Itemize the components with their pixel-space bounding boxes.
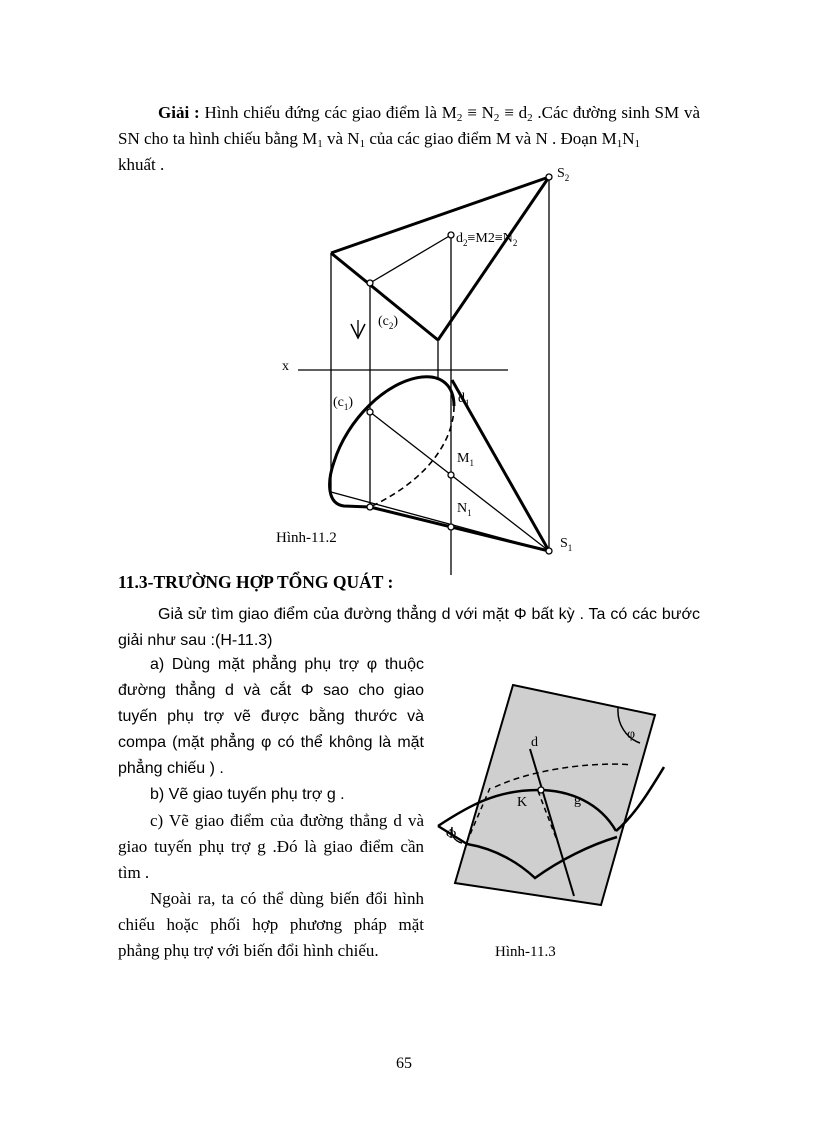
figure-11-2-caption: Hình-11.2 bbox=[276, 530, 337, 546]
svg-text:M1: $M_1$ bbox=[457, 451, 474, 468]
svg-text:d1: $d_1$ bbox=[458, 391, 470, 408]
page-number: 65 bbox=[396, 1055, 412, 1072]
svg-text:d2≡M2≡N2: $d_2\equiv M2\equiv N_2$ bbox=[456, 231, 518, 248]
svg-text:x: x bbox=[282, 359, 289, 374]
plane-phi bbox=[455, 685, 655, 905]
svg-text:Φ: Φ bbox=[446, 827, 457, 842]
step-a: a) Dùng mặt phẳng phụ trợ φ thuộc đường thẳng d và cắt Φ sao cho giao tuyến phụ trợ vẽ được bằng thước và compa (mặt phẳng φ có thể không là mặt phẳng chiếu ) . bbox=[118, 656, 424, 777]
step-c: c) Vẽ giao điểm của đường thẳng d và giao tuyến phụ trợ g .Đó là giao điểm cần tìm . bbox=[118, 811, 424, 882]
step-note: Ngoài ra, ta có thể dùng biến đổi hình chiếu hoặc phối hợp phương pháp mặt phẳng phụ trợ với biến đổi hình chiếu. bbox=[118, 889, 424, 960]
svg-text:(c1): $(c_1)$ bbox=[333, 395, 354, 412]
point-k bbox=[538, 787, 544, 793]
step-b: b) Vẽ giao tuyến phụ trợ g . bbox=[150, 786, 345, 803]
svg-text:(c2): $(c_2)$ bbox=[378, 314, 399, 331]
svg-text:S1: $S_1$ bbox=[560, 536, 573, 553]
svg-text:N1: $N_1$ bbox=[457, 501, 472, 518]
section-intro: Giả sử tìm giao điểm của đường thẳng d với mặt Φ bất kỳ . Ta có các bước giải như sau :(H-11.3) bbox=[118, 606, 700, 649]
svg-text:S2: $S_2$ bbox=[557, 166, 570, 183]
svg-text:K: K bbox=[517, 795, 528, 810]
solution-paragraph: Giải : Hình chiếu đứng các giao điểm là $M_2 \equiv N_2 \equiv d_2$ .Các đường sinh SM và SN cho ta hình chiếu bằng $M_1$ và $N_1$ của các giao điểm M và N . Đoạn $M_1N_1$ khuất . bbox=[118, 103, 700, 174]
svg-text:d: d bbox=[531, 735, 538, 750]
svg-text:φ: φ bbox=[627, 727, 636, 742]
solution-lead: Giải : bbox=[158, 103, 200, 122]
svg-text:g: g bbox=[574, 793, 581, 808]
figure-11-3-caption: Hình-11.3 bbox=[495, 944, 556, 960]
section-heading: 11.3-TRƯỜNG HỢP TỔNG QUÁT : bbox=[118, 572, 394, 592]
